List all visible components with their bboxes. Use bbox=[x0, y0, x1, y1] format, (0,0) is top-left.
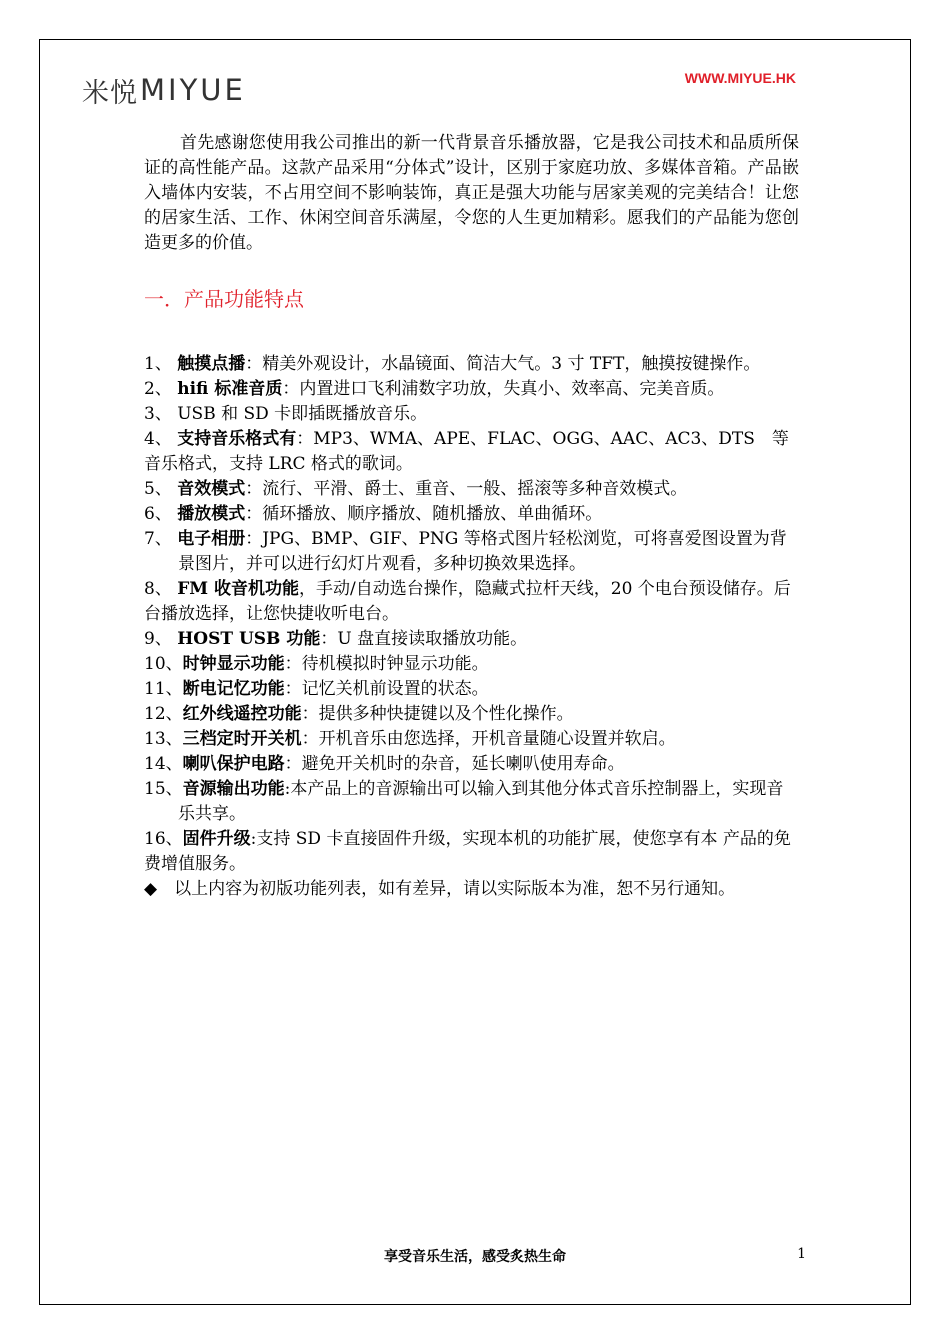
feature-item: 6、 播放模式：循环播放、顺序播放、随机播放、单曲循环。 bbox=[144, 504, 603, 524]
feature-item: 15、音源输出功能:本产品上的音源输出可以输入到其他分体式音乐控制器上，实现音乐共享。 bbox=[144, 779, 784, 824]
feature-item: 12、红外线遥控功能：提供多种快捷键以及个性化操作。 bbox=[144, 704, 574, 724]
footer-slogan: 享受音乐生活，感受炙热生命 bbox=[384, 1249, 566, 1265]
feature-item: 7、 电子相册：JPG、BMP、GIF、PNG 等格式图片轻松浏览，可将喜爱图设置为背景图片，并可以进行幻灯片观看，多种切换效果选择。 bbox=[144, 529, 787, 574]
feature-item: 9、 HOST USB 功能：U 盘直接读取播放功能。 bbox=[144, 629, 528, 649]
disclaimer-note: ◆ 以上内容为初版功能列表，如有差异，请以实际版本为准，恕不另行通知。 bbox=[144, 879, 736, 899]
logo-chinese-text: 米悦 bbox=[82, 77, 138, 109]
feature-item: 1、 触摸点播：精美外观设计，水晶镜面、简洁大气。3 寸 TFT，触摸按键操作。 bbox=[144, 354, 761, 374]
feature-list bbox=[144, 352, 799, 902]
page-number: 1 bbox=[797, 1246, 806, 1262]
feature-item: 2、 hifi 标准音质：内置进口飞利浦数字功放，失真小、效率高、完美音质。 bbox=[144, 379, 725, 399]
feature-item: 10、时钟显示功能：待机模拟时钟显示功能。 bbox=[144, 654, 489, 674]
feature-item: 16、固件升级:支持 SD 卡直接固件升级，实现本机的功能扩展，使您享有本 产品的免费增值服务。 bbox=[144, 829, 791, 874]
feature-item: 4、 支持音乐格式有：MP3、WMA、APE、FLAC、OGG、AAC、AC3、DTS 等音乐格式，支持 LRC 格式的歌词。 bbox=[144, 429, 789, 474]
intro-paragraph: 首先感谢您使用我公司推出的新一代背景音乐播放器，它是我公司技术和品质所保证的高性能产品。这款产品采用“分体式”设计，区别于家庭功放、多媒体音箱。产品嵌入墙体内安装，不占用空间不影响装饰，真正是强大功能与居家美观的完美结合！让您的居家生活、工作、休闲空间音乐满屋，令您的人生更加精彩。愿我们的产品能为您创造更多的价值。 bbox=[144, 133, 799, 253]
feature-item: 11、断电记忆功能：记忆关机前设置的状态。 bbox=[144, 679, 489, 699]
feature-item: 5、 音效模式：流行、平滑、爵士、重音、一般、摇滚等多种音效模式。 bbox=[144, 479, 688, 499]
feature-item: 13、三档定时开关机：开机音乐由您选择，开机音量随心设置并软启。 bbox=[144, 729, 676, 749]
section-title: 一．产品功能特点 bbox=[144, 287, 304, 311]
website-url[interactable]: WWW.MIYUE.HK bbox=[684, 70, 796, 86]
brand-logo bbox=[82, 70, 246, 110]
feature-item: 3、 USB 和 SD 卡即插既播放音乐。 bbox=[144, 404, 428, 424]
feature-item: 8、 FM 收音机功能，手动/自动选台操作，隐藏式拉杆天线，20 个电台预设储存。后台播放选择，让您快捷收听电台。 bbox=[144, 579, 791, 624]
logo-english-text: MIYUE bbox=[140, 73, 246, 107]
feature-item: 14、喇叭保护电路：避免开关机时的杂音，延长喇叭使用寿命。 bbox=[144, 754, 625, 774]
